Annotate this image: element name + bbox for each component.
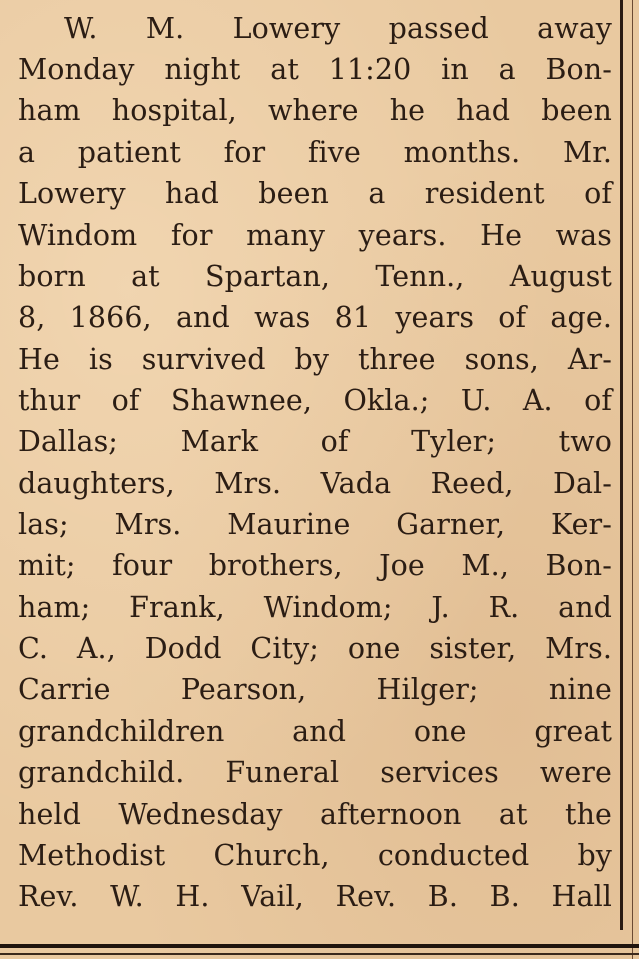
article-line: C. A., Dodd City; one sister, Mrs. — [18, 632, 612, 665]
article-line: mit; four brothers, Joe M., Bon- — [18, 549, 612, 582]
bottom-rule-secondary — [0, 953, 639, 955]
article-line: Carrie Pearson, Hilger; nine — [18, 673, 612, 706]
article-line: daughters, Mrs. Vada Reed, Dal- — [18, 467, 612, 500]
article-line: a patient for five months. Mr. — [18, 136, 612, 169]
article-line: Monday night at 11:20 in a Bon- — [18, 53, 612, 86]
article-line: Methodist Church, conducted by — [18, 839, 612, 872]
article-line: held Wednesday afternoon at the — [18, 798, 612, 831]
obituary-article — [18, 8, 612, 918]
article-line: Rev. W. H. Vail, Rev. B. B. Hall — [18, 880, 612, 913]
article-line: Windom for many years. He was — [18, 219, 612, 252]
article-line: grandchildren and one great — [18, 715, 612, 748]
bottom-rule — [0, 944, 639, 948]
column-rule-secondary — [632, 0, 633, 959]
article-line: Dallas; Mark of Tyler; two — [18, 425, 612, 458]
article-line: He is survived by three sons, Ar- — [18, 343, 612, 376]
article-line: Lowery had been a resident of — [18, 177, 612, 210]
article-line: W. M. Lowery passed away — [64, 12, 612, 45]
article-line: grandchild. Funeral services were — [18, 756, 612, 789]
article-line: thur of Shawnee, Okla.; U. A. of — [18, 384, 612, 417]
article-line: ham hospital, where he had been — [18, 94, 612, 127]
article-line: born at Spartan, Tenn., August — [18, 260, 612, 293]
column-rule — [620, 0, 623, 930]
article-line: ham; Frank, Windom; J. R. and — [18, 591, 612, 624]
article-line: 8, 1866, and was 81 years of age. — [18, 301, 612, 334]
article-line: las; Mrs. Maurine Garner, Ker- — [18, 508, 612, 541]
